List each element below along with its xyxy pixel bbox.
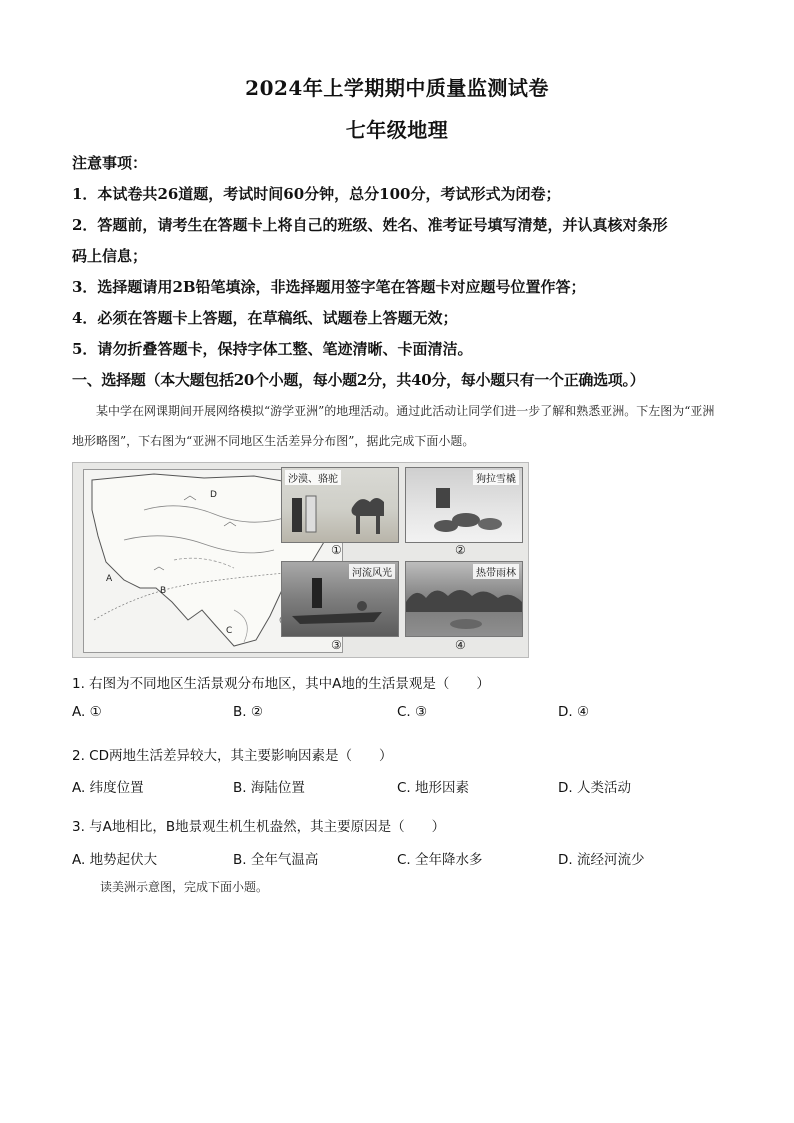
photo-3-number: ③ bbox=[331, 638, 342, 652]
notice-heading: 注意事项： bbox=[72, 154, 148, 172]
photo-2-number: ② bbox=[455, 543, 466, 557]
q1-option-a: A. ① bbox=[72, 704, 102, 720]
map-label-b: B bbox=[160, 586, 167, 596]
q1-option-b: B. ② bbox=[233, 704, 263, 720]
q3-option-d: D. 流经河流少 bbox=[558, 852, 645, 868]
photo-rainforest bbox=[405, 561, 523, 637]
question-1-stem: 1. 右图为不同地区生活景观分布地区，其中A地的生活景观是（ ） bbox=[72, 676, 490, 692]
photo-4-tag: 热带雨林 bbox=[473, 564, 519, 579]
q3-option-c: C. 全年降水多 bbox=[397, 852, 483, 868]
photo-3-tag: 河流风光 bbox=[349, 564, 395, 579]
photo-1-tag: 沙漠、骆驼 bbox=[285, 470, 341, 485]
notice-item-4: 4．必须在答题卡上答题，在草稿纸、试题卷上答题无效； bbox=[72, 309, 458, 327]
figure-asia bbox=[72, 462, 529, 658]
map-label-c: C bbox=[226, 626, 233, 636]
q2-option-b: B. 海陆位置 bbox=[233, 780, 305, 796]
exam-subtitle: 七年级地理 bbox=[345, 118, 449, 142]
map-label-a: A bbox=[106, 574, 113, 584]
notice-item-2: 2．答题前，请考生在答题卡上将自己的班级、姓名、准考证号填写清楚，并认真核对条形 bbox=[72, 216, 668, 234]
photo-desert-camel bbox=[281, 467, 399, 543]
q2-option-d: D. 人类活动 bbox=[558, 780, 631, 796]
q2-option-a: A. 纬度位置 bbox=[72, 780, 144, 796]
photo-dog-sled bbox=[405, 467, 523, 543]
q3-option-b: B. 全年气温高 bbox=[233, 852, 319, 868]
notice-item-1: 1．本试卷共26道题，考试时间60分钟，总分100分，考试形式为闭卷； bbox=[72, 185, 561, 203]
question-2-stem: 2. CD两地生活差异较大，其主要影响因素是（ ） bbox=[72, 748, 393, 764]
notice-item-2-cont: 码上信息； bbox=[72, 247, 148, 265]
q3-option-a: A. 地势起伏大 bbox=[72, 852, 158, 868]
section-heading: 一、选择题（本大题包括20个小题，每小题2分，共40分，每小题只有一个正确选项。） bbox=[72, 371, 645, 389]
q1-option-d: D. ④ bbox=[558, 704, 590, 720]
map-label-d: D bbox=[210, 490, 217, 500]
exam-title: 2024年上学期期中质量监测试卷 bbox=[245, 76, 549, 100]
q2-option-c: C. 地形因素 bbox=[397, 780, 470, 796]
section-intro: 某中学在网课期间开展网络模拟“游学亚洲”的地理活动。通过此活动让同学们进一步了解和熟悉亚洲。下左图为“亚洲地形略图”，下右图为“亚洲不同地区生活差异分布图”，据此完成下面小题。 bbox=[72, 404, 715, 448]
photo-4-number: ④ bbox=[455, 638, 466, 652]
photo-river-scenery bbox=[281, 561, 399, 637]
q1-option-c: C. ③ bbox=[397, 704, 428, 720]
photo-2-tag: 狗拉雪橇 bbox=[473, 470, 519, 485]
notice-item-5: 5．请勿折叠答题卡，保持字体工整、笔迹清晰、卡面清洁。 bbox=[72, 340, 473, 358]
photo-1-number: ① bbox=[331, 543, 342, 557]
notice-item-3: 3．选择题请用2B铅笔填涂，非选择题用签字笔在答题卡对应题号位置作答； bbox=[72, 278, 586, 296]
footer-instruction: 读美洲示意图，完成下面小题。 bbox=[100, 880, 269, 894]
question-3-stem: 3. 与A地相比，B地景观生机生机盎然，其主要原因是（ ） bbox=[72, 819, 446, 835]
